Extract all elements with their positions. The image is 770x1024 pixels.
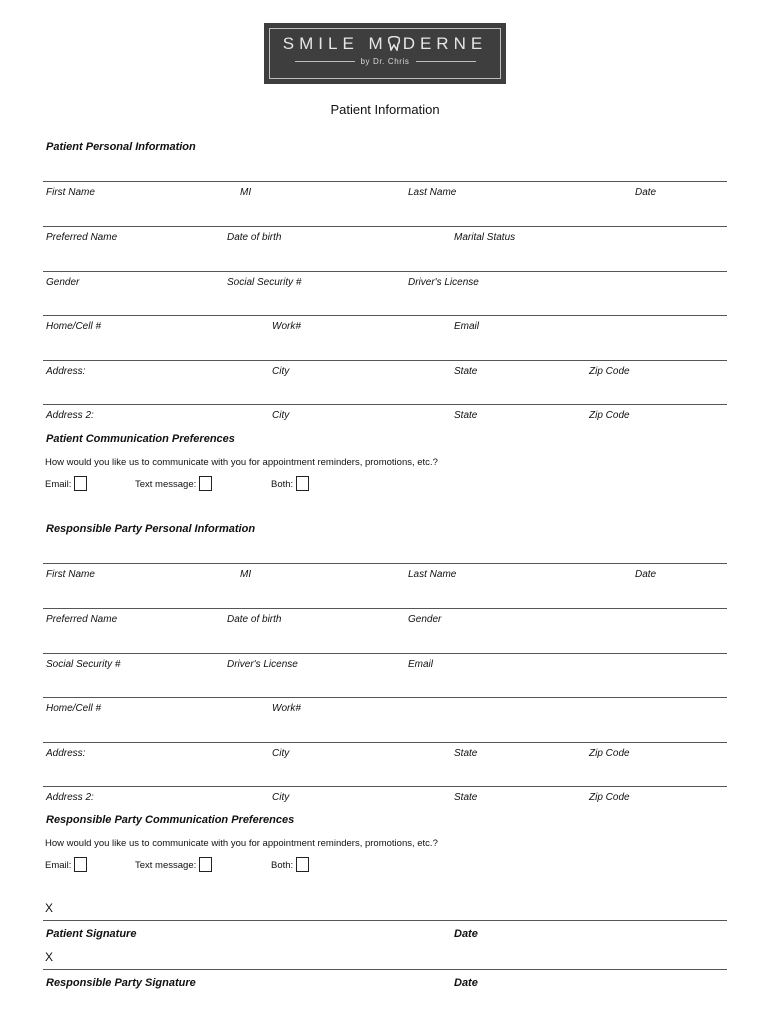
responsible-section-title: Responsible Party Personal Information [46,523,256,535]
responsible-signature-label: Responsible Party Signature [46,977,196,989]
rp-preferred-name-field[interactable]: Preferred Name [46,614,118,625]
divider [43,742,727,743]
responsible-signature-x: X [45,950,54,964]
rp-mi-field[interactable]: MI [240,569,252,580]
page-title: Patient Information [330,102,440,117]
gender-field[interactable]: Gender [46,277,80,288]
divider [43,271,727,272]
mi-field[interactable]: MI [240,187,252,198]
state-field[interactable]: State [454,366,478,377]
text-option [135,476,212,491]
first-name-field[interactable]: First Name [46,187,95,198]
logo-brand-left: SMILE M [282,34,388,53]
divider [43,786,727,787]
divider [43,608,727,609]
zip-code2-field[interactable]: Zip Code [589,410,630,421]
rp-comm-question: How would you like us to communicate with you for appointment reminders, promotions, etc.? [45,838,438,849]
rp-address2-field[interactable]: Address 2: [46,792,94,803]
patient-signature-date-label: Date [454,928,478,940]
logo [264,23,506,84]
rp-date-of-birth-field[interactable]: Date of birth [227,614,282,625]
email-checkbox[interactable] [74,476,87,491]
preferred-name-field[interactable]: Preferred Name [46,232,118,243]
rp-email-checkbox[interactable] [74,857,87,872]
rp-ssn-field[interactable]: Social Security # [46,659,121,670]
rp-zip-code-field[interactable]: Zip Code [589,748,630,759]
comm-question: How would you like us to communicate with you for appointment reminders, promotions, etc.? [45,457,438,468]
address2-field[interactable]: Address 2: [46,410,94,421]
rp-text-option-label: Text message: [135,860,197,871]
tooth-icon [387,36,401,56]
logo-brand [264,34,506,56]
divider [43,315,727,316]
work-phone-field[interactable]: Work# [272,321,301,332]
both-option [271,476,309,491]
rp-both-option-label: Both: [271,860,294,871]
responsible-signature-line[interactable] [43,969,727,970]
rp-both-option [271,857,309,872]
rp-both-checkbox[interactable] [296,857,309,872]
rp-email-option-label: Email: [45,860,72,871]
text-option-label: Text message: [135,479,197,490]
divider [43,404,727,405]
zip-code-field[interactable]: Zip Code [589,366,630,377]
rp-date-field[interactable]: Date [635,569,657,580]
email-field[interactable]: Email [454,321,480,332]
rp-home-cell-field[interactable]: Home/Cell # [46,703,102,714]
rp-city2-field[interactable]: City [272,792,290,803]
rp-first-name-field[interactable]: First Name [46,569,95,580]
state2-field[interactable]: State [454,410,478,421]
rp-address-field[interactable]: Address: [46,748,86,759]
email-option-label: Email: [45,479,72,490]
divider [43,563,727,564]
rp-work-phone-field[interactable]: Work# [272,703,301,714]
rp-state-field[interactable]: State [454,748,478,759]
logo-byline: by Dr. Chris [264,57,506,66]
both-checkbox[interactable] [296,476,309,491]
both-option-label: Both: [271,479,294,490]
city-field[interactable]: City [272,366,290,377]
patient-signature-x: X [45,901,54,915]
date-field[interactable]: Date [635,187,657,198]
email-option [45,476,87,491]
city2-field[interactable]: City [272,410,290,421]
patient-comm-title: Patient Communication Preferences [46,433,235,445]
patient-signature-label: Patient Signature [46,928,137,940]
divider [43,181,727,182]
logo-brand-right: DERNE [402,34,488,53]
divider [43,697,727,698]
rp-drivers-license-field[interactable]: Driver's License [227,659,298,670]
rp-zip-code2-field[interactable]: Zip Code [589,792,630,803]
last-name-field[interactable]: Last Name [408,187,457,198]
address-field[interactable]: Address: [46,366,86,377]
divider [43,360,727,361]
rp-email-field[interactable]: Email [408,659,434,670]
rp-state2-field[interactable]: State [454,792,478,803]
responsible-signature-date-label: Date [454,977,478,989]
responsible-comm-title: Responsible Party Communication Preferences [46,814,295,826]
rp-text-option [135,857,212,872]
patient-section-title: Patient Personal Information [46,141,196,153]
responsible-comm-options [45,857,345,873]
patient-comm-options [45,476,345,492]
home-cell-field[interactable]: Home/Cell # [46,321,102,332]
patient-signature-line[interactable] [43,920,727,921]
divider [43,226,727,227]
text-message-checkbox[interactable] [199,476,212,491]
rp-city-field[interactable]: City [272,748,290,759]
ssn-field[interactable]: Social Security # [227,277,302,288]
marital-status-field[interactable]: Marital Status [454,232,516,243]
rp-text-message-checkbox[interactable] [199,857,212,872]
rp-gender-field[interactable]: Gender [408,614,442,625]
rp-email-option [45,857,87,872]
drivers-license-field[interactable]: Driver's License [408,277,479,288]
rp-last-name-field[interactable]: Last Name [408,569,457,580]
date-of-birth-field[interactable]: Date of birth [227,232,282,243]
divider [43,653,727,654]
